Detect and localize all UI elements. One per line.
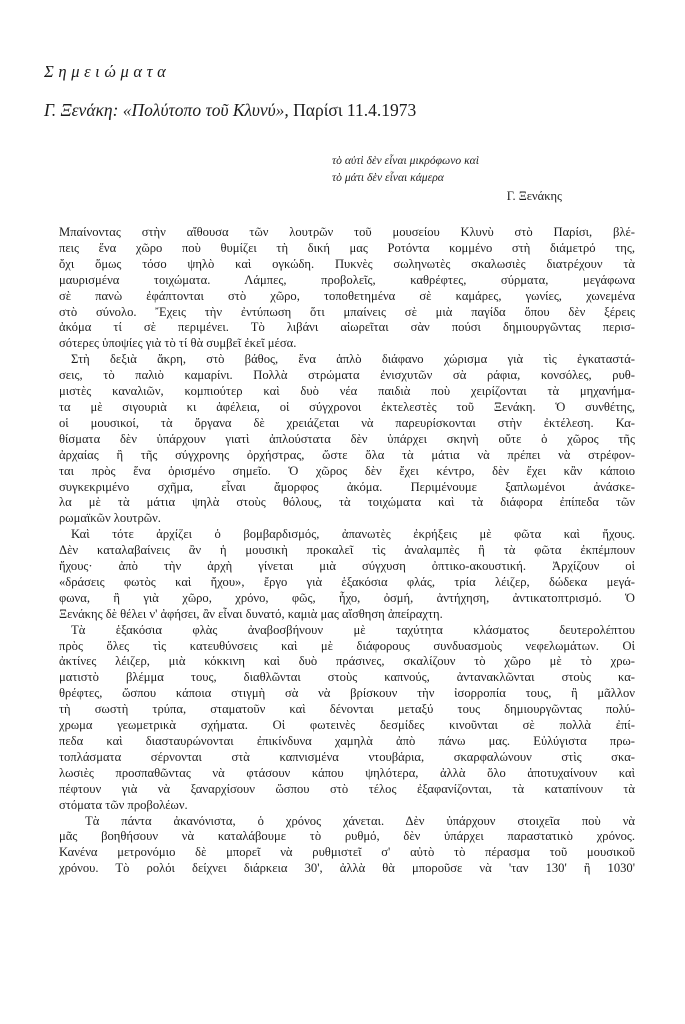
body-line: πεδα καὶ διασταυρώνονται ἐπικίνδυνα χαμηλὰ ἀπὸ πάνω μας. Εὐλύγιστα πρω-	[59, 734, 635, 748]
body-line: πεις ἕνα χῶρο ποὺ θυμίζει τὴ δική μας Ροτόντα κομμένο στὴ διάμετρό της,	[59, 240, 635, 255]
body-line: ἀρχαίας ἢ τῆς σύγχρονης ὀρχήστρας, ὥστε ὅλα τὰ μάτια νὰ πρέπει νὰ στρέφον-	[59, 447, 635, 462]
body-line: στόματα τῶν προβολέων.	[59, 797, 188, 812]
body-line: Δὲν καταλαβαίνεις ἂν ἡ μουσικὴ προκαλεῖ τὶς ἀναλαμπὲς ἢ τὰ φῶτα ἐκπέμπουν	[59, 543, 635, 558]
body-line: μαυρισμένα τοιχώματα. Λάμπες, προβολεῖς, καθρέφτες, σύρματα, μεγάφωνα	[59, 272, 635, 287]
article-title	[44, 100, 416, 121]
body-line: ρωμαϊκῶν λουτρῶν.	[59, 511, 161, 526]
body-line: Στὴ δεξιὰ ἄκρη, στὸ βάθος, ἕνα ἁπλὸ διάφανο χώρισμα γιὰ τὶς ἐγκαταστά-	[71, 352, 635, 367]
body-line: πρὸς ὅλες τὶς κατευθύνσεις καὶ μὲ διάφορους συνδυασμοὺς νεφελωμάτων. Οἱ	[59, 638, 635, 653]
body-line: Τὰ πάντα ἀκανόνιστα, ὁ χρόνος χάνεται. Δὲν ὑπάρχουν στοιχεῖα ποὺ νὰ	[85, 813, 635, 828]
section-label: Σημειώματα	[44, 62, 171, 81]
body-line: σὲ πανὼ ἐφάπτονται στὸ χῶρο, τοποθετημένα σὲ καμάρες, γωνίες, χωνεμένα	[59, 288, 635, 303]
article-body	[59, 225, 635, 877]
body-line: σότερες ὑποψίες γιὰ τὸ τί θὰ συμβεῖ ἐκεῖ μέσα.	[59, 336, 297, 351]
body-line: στὸ σύνολο. Ἔχεις τὴν ἐντύπωση ὅτι μπαίνεις σὲ μιὰ παγίδα ὅπου δὲν ξέρεις	[59, 304, 635, 319]
body-line: Τὰ ἑξακόσια φλὰς ἀναβοσβήνουν μὲ ταχύτητα κλάσματος δευτερολέπτου	[71, 622, 635, 637]
body-line: μᾶς βοηθήσουν νὰ καταλάβουμε τὸ ρυθμό, δὲν ὑπάρχει παραστατικὸ χρόνος.	[59, 829, 635, 844]
body-line: μιστὲς καναλιῶν, κομπιούτερ καὶ δυὸ νέα παιδιὰ ποὺ χειρίζονται τὰ μηχανήμα-	[59, 384, 635, 399]
article-title-italic: Γ. Ξενάκη: «Πολύτοπο τοῦ Κλυνύ»,	[44, 100, 289, 120]
body-line: ἀκόμα τί σὲ περιμένει. Τὸ λιβάνι αἰωρεῖται σὰν πούσι δημιουργῶντας περισ-	[59, 320, 635, 335]
body-line: Καὶ τότε ἀρχίζει ὁ βομβαρδισμός, ἀπανωτὲς ἐκρήξεις μὲ φῶτα καὶ ἤχους.	[71, 527, 635, 542]
body-line: ται πρὸς ἕνα ὁρισμένο σημεῖο. Ὁ χῶρος δὲν ἔχει κέντρο, δὲν ἔχει κἂν κάποιο	[59, 463, 635, 478]
body-line: χρόνου. Τὸ ρολόι δείχνει διάρκεια 30', ἀλλὰ θὰ μποροῦσε νὰ 'ταν 130' ἢ 1030'	[59, 861, 635, 876]
body-line: τὴ σωστὴ τρύπα, σταματοῦν καὶ δένονται μεταξύ τους δημιουργῶντας πολύ-	[59, 702, 635, 717]
body-line: τα μὲ σιγουριὰ κι ἀφέλεια, οἱ σύγχρονοι ἐκτελεστὲς τοῦ Ξενάκη. Ὁ συνθέτης,	[59, 399, 635, 414]
epigraph-line-1: τὸ αὐτὶ δὲν εἶναι μικρόφωνο καὶ	[332, 154, 479, 167]
body-line: σεις, τὸ παλιὸ καμαρίνι. Πολλὰ στρώματα ἐνισχυτῶν σὰ ράφια, κονσόλες, ρυθ-	[59, 368, 635, 383]
body-line: «δράσεις φωτὸς καὶ ἤχου», ἔργο γιὰ ἑξακόσια φλάς, τρία λέιζερ, δώδεκα μεγά-	[59, 574, 635, 589]
body-line: ἤχους· ἀπὸ τὴν ἀρχὴ γίνεται μιὰ σύγχυση ὀπτικο-ακουστική. Ἀρχίζουν οἱ	[59, 559, 635, 574]
body-line: χρωμα γεωμετρικὰ σχήματα. Οἱ φωτεινὲς δεσμίδες κινοῦνται σὲ πολλὰ ἐπί-	[59, 718, 635, 733]
body-line: ὄχι ὅμως τόσο ψηλὸ καὶ ογκώδη. Πυκνὲς σωληνωτὲς σκαλωσιὲς διατρέχουν τὰ	[59, 256, 635, 271]
body-line: λα μὲ τὰ μάτια ψηλὰ στοὺς θόλους, τὰ τοιχώματα καὶ τὰ διάφορα ἐπίπεδα τῶν	[59, 495, 635, 510]
body-line: οἱ μουσικοί, τὰ ὄργανα δὲ χρειάζεται νὰ παρευρίσκονται στὴν ἐκτέλεση. Κα-	[59, 415, 635, 430]
body-line: φωνα, ἢ γιὰ χῶρο, χρόνο, φῶς, ἦχο, ὀσμή, ἀντήχηση, ἀντικατοπτρισμό. Ὁ	[59, 590, 635, 605]
body-line: θίσματα δὲν ὑπάρχουν γιατὶ ἀπλούστατα δὲν ὑπάρχει σκηνὴ οὔτε ὁ χῶρος τῆς	[59, 431, 635, 446]
body-line: τοπλάσματα σέρνονται στὰ καπνισμένα ντουβάρια, σκαρφαλώνουν στὶς σκα-	[59, 749, 635, 764]
epigraph-line-2: τὸ μάτι δὲν εἶναι κάμερα	[332, 171, 444, 184]
epigraph-signature: Γ. Ξενάκης	[506, 189, 562, 203]
body-line: ἀκτίνες λέιζερ, μιὰ κόκκινη καὶ δυὸ πράσινες, σκαλίζουν τὸ χῶρο μὲ τὸ χρω-	[59, 654, 635, 669]
epigraph	[332, 152, 562, 205]
body-line: Κανένα μετρονόμιο δὲ μπορεῖ νὰ ρυθμιστεῖ σ' αὐτὸ τὸ πέρασμα τοῦ μουσικοῦ	[59, 845, 635, 860]
body-line: θρέφτες, ὥσπου κάποια στιγμὴ σὰ νὰ βρίσκουν τὴν ἰσορροπία τους, ἢ μᾶλλον	[59, 686, 635, 701]
body-line: πέφτουν γιὰ νὰ ξαναρχίσουν ὥσπου στὸ τέλος ἐξαφανίζονται, τὰ καταπίνουν τὰ	[59, 781, 635, 796]
body-line: Ξενάκης δὲ θέλει ν' ἀφήσει, ἂν εἶναι δυνατό, καμιὰ μας αἴσθηση ἀπείραχτη.	[59, 606, 443, 621]
body-line: συγκεκριμένο σχῆμα, εἶναι ἄμορφος ἀκόμα. Περιμένουμε ξαπλωμένοι ἀνάσκε-	[59, 479, 635, 494]
body-line: ματιστὸ βλέμμα τους, διαθλῶνται στοὺς καπνούς, ἀντανακλῶνται στοὺς κα-	[59, 670, 635, 685]
article-title-place-date: Παρίσι 11.4.1973	[288, 100, 417, 120]
body-line: Μπαίνοντας στὴν αἴθουσα τῶν λουτρῶν τοῦ μουσείου Κλυνὺ στὸ Παρίσι, βλέ-	[59, 225, 635, 239]
body-line: λωσιὲς προσπαθῶντας νὰ φτάσουν κάπου ψηλότερα, ἀλλὰ ὅλο ἀποτυχαίνουν καὶ	[59, 765, 635, 780]
